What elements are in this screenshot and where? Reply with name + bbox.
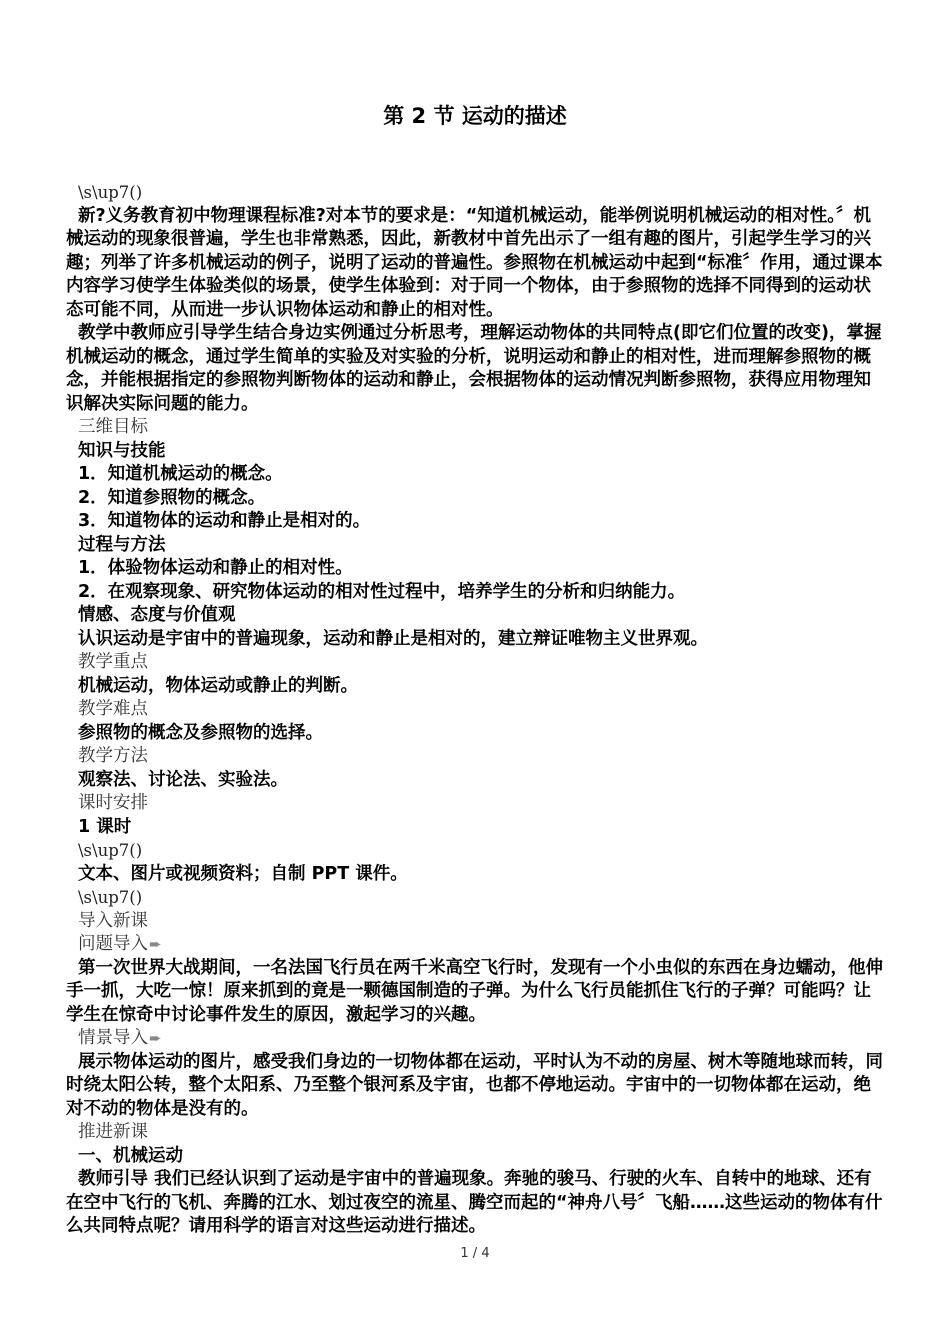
list-item: 2．知道参照物的概念。 [78,487,266,508]
key-points-text: 机械运动，物体运动或静止的判断。 [78,675,358,696]
document-body [66,181,884,1239]
list-item: 1．知道机械运动的概念。 [78,464,283,484]
scene-import-text: 展示物体运动的图片，感受我们身边的一切物体都在运动，平时认为不动的房屋、树木等随地球而转，同时绕太阳公转，整个太阳系、乃至整个银河系及宇宙，也都不停地运动。宇宙中的一切物体都在运动，绝对不动的物体是没有的。 [66,1051,883,1119]
materials-text: 文本、图片或视频资料；自制 PPT 课件。 [78,863,408,884]
arrow-right-icon: ➨ [149,935,162,953]
list-item: 1．体验物体运动和静止的相对性。 [78,558,353,578]
section-heading-goals: 三维目标 [78,417,148,437]
question-import-text: 第一次世界大战期间，一名法国飞行员在两千米高空飞行时，发现有一个小虫似的东西在身边蠕动，他伸手一抓，大吃一惊！原来抓到的竟是一颗德国制造的子弹。为什么飞行员能抓住飞行的子弹？可能吗？让学生在惊奇中讨论事件发生的原因，激起学习的兴趣。 [66,957,883,1025]
code-marker: \s\up7() [78,888,143,907]
section-title-mechanical-motion: 一、机械运动 [78,1145,183,1166]
emotion-text: 认识运动是宇宙中的普遍现象，运动和静止是相对的，建立辩证唯物主义世界观。 [78,628,708,649]
question-import-label [66,933,884,957]
arrow-right-icon: ➨ [149,1029,162,1047]
intro-paragraph-1: 新?义务教育初中物理课程标准?对本节的要求是：“知道机械运动，能举例说明机械运动的相对性。〞机械运动的现象很普遍，学生也非常熟悉，因此，新教材中首先出示了一组有趣的图片，引起学生学习的兴趣；列举了许多机械运动的例子，说明了运动的普遍性。参照物在机械运动中起到“标准〞作用，通过课本内容学习使学生体验类似的场景，使学生体验到：对于同一个物体，由于参照物的选择不同得到的运动状态可能不同，从而进一步认识物体运动和静止的相对性。 [66,205,883,320]
list-item: 2．在观察现象、研究物体运动的相对性过程中，培养学生的分析和归纳能力。 [78,581,686,602]
scene-import-label-text: 情景导入 [78,1028,148,1048]
code-marker: \s\up7() [78,183,143,202]
section-heading-difficulties: 教学难点 [78,699,148,719]
methods-text: 观察法、讨论法、实验法。 [78,769,288,790]
page-title: 第 2 节 运动的描述 [383,104,567,128]
difficulties-text: 参照物的概念及参照物的选择。 [78,722,323,743]
scene-import-label [66,1027,884,1051]
code-marker: \s\up7() [78,841,143,860]
page-number: 1 / 4 [460,1246,490,1261]
subheading-knowledge: 知识与技能 [78,440,166,461]
advance-text: 教师引导 我们已经认识到了运动是宇宙中的普遍现象。奔驰的骏马、行驶的火车、自转中的地球、还有在空中飞行的飞机、奔腾的江水、划过夜空的流星、腾空而起的“神舟八号〞飞船……这些运动的物体有什么共同特点呢？请用科学的语言对这些运动进行描述。 [66,1169,883,1236]
section-heading-methods: 教学方法 [78,746,148,766]
schedule-text: 1 课时 [78,816,132,837]
intro-paragraph-2: 教学中教师应引导学生结合身边实例通过分析思考，理解运动物体的共同特点(即它们位置的改变)，掌握机械运动的概念，通过学生简单的实验及对实验的分析，说明运动和静止的相对性，进而理解参照物的概念，并能根据指定的参照物判断物体的运动和静止，会根据物体的运动情况判断参照物，获得应用物理知识解决实际问题的能力。 [66,323,882,414]
question-import-label-text: 问题导入 [78,934,148,954]
subheading-emotion: 情感、态度与价值观 [78,605,236,625]
list-item: 3．知道物体的运动和静止是相对的。 [78,511,371,531]
section-heading-key-points: 教学重点 [78,652,148,672]
section-heading-import: 导入新课 [78,910,148,931]
subheading-process: 过程与方法 [78,534,166,555]
section-heading-schedule: 课时安排 [78,793,148,813]
section-heading-advance: 推进新课 [78,1122,148,1142]
